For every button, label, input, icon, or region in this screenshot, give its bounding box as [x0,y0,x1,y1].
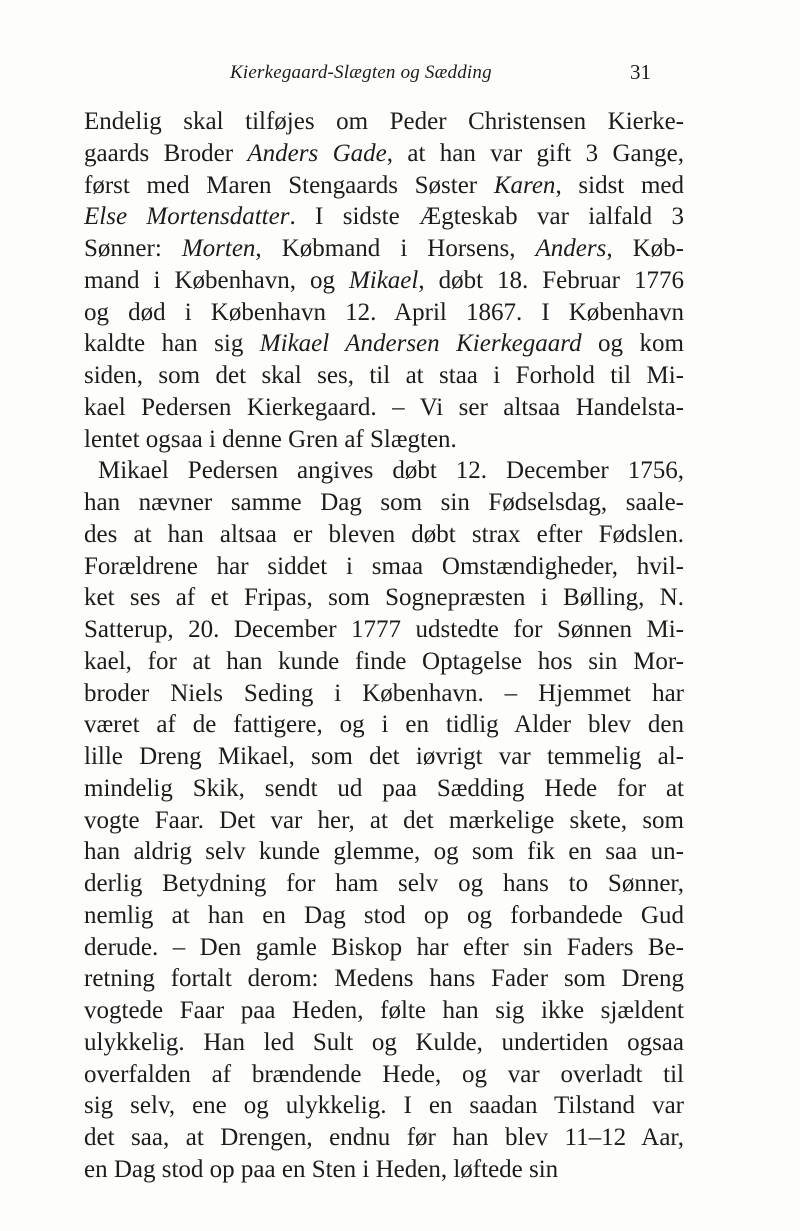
text-segment: , Køb- [606,235,684,262]
text-line [84,995,684,1027]
text-segment: siden, som det skal ses, til at staa i Forhold til Mi- [84,362,684,389]
text-segment: vogtede Faar paa Heden, følte han sig ikke sjældent [84,997,684,1024]
text-segment: retning fortalt derom: Medens hans Fader som Dreng [84,965,684,993]
text-line [84,678,684,710]
text-segment: han nævner samme Dag som sin Fødselsdag, saale- [84,489,684,516]
text-segment: ket ses af et Fripas, som Sognepræsten i Bølling, N. [84,584,684,612]
text-line [84,233,684,265]
text-line [84,868,684,900]
italic-name: Morten [181,235,256,262]
text-segment: kael, for at han kunde finde Optagelse hos sin Mor- [84,647,684,675]
text-segment: des at han altsaa er bleven døbt strax efter Fødslen. [84,520,684,548]
italic-name: Mikael Andersen Kierkegaard [259,330,582,358]
text-segment: gaards Broder [84,139,248,167]
text-line [84,455,684,487]
text-line [84,1154,684,1186]
text-segment: , Købmand i Horsens, [255,235,536,262]
text-line [84,805,684,837]
text-segment: været af de fattigere, og i en tidlig Alder blev den [84,711,684,739]
page-number: 31 [630,60,651,84]
text-line [84,1122,684,1154]
body-text [84,106,684,1186]
text-line [84,106,684,138]
text-line [84,1090,684,1122]
text-segment: lille Dreng Mikael, som det iøvrigt var temmelig al- [84,743,684,770]
text-line [84,328,684,360]
text-segment: Endelig skal tilføjes om Peder Christensen Kierke- [84,108,684,135]
text-line [84,741,684,773]
text-segment: kaldte han sig [84,330,260,358]
italic-name: Mikael [348,266,419,294]
text-segment: mand i København, og [84,266,349,294]
text-line [84,646,684,678]
text-line [84,265,684,297]
text-segment: derude. – Den gamle Biskop har efter sin Faders Be- [84,933,684,961]
text-line [84,487,684,519]
text-segment: Mikael Pedersen angives døbt 12. December 1756, [98,457,684,485]
text-segment: kael Pedersen Kierkegaard. – Vi ser altsaa Handelsta- [84,393,684,421]
text-line [84,138,684,170]
text-segment: , sidst med [555,171,684,199]
italic-name: Anders Gade [247,139,387,167]
text-line [84,297,684,329]
text-line [84,551,684,583]
text-segment: Sønner: [84,235,182,262]
text-segment: mindelig Skik, sendt ud paa Sædding Hede for at [84,774,684,802]
text-segment: vogte Faar. Det var her, at det mærkelige skete, som [84,806,684,834]
text-line [84,201,684,233]
text-segment: derlig Betydning for ham selv og hans to Sønner, [84,870,684,897]
text-line [84,614,684,646]
text-segment: og død i København 12. April 1867. I København [84,298,684,326]
italic-name: Anders [535,235,607,262]
text-segment: overfalden af brændende Hede, og var overladt til [84,1060,684,1088]
text-segment: først med Maren Stengaards Søster [84,171,494,199]
text-line [84,582,684,614]
italic-name: Else Mortensdatter [84,203,290,231]
italic-name: Karen [493,171,556,199]
text-line [84,1027,684,1059]
text-segment: en Dag stod op paa en Sten i Heden, løftede sin [84,1155,559,1183]
text-segment: Satterup, 20. December 1777 udstedte for Sønnen Mi- [84,616,684,643]
text-line [84,709,684,741]
text-line [84,1059,684,1091]
text-line [84,392,684,424]
text-line [84,963,684,995]
text-segment: , at han var gift 3 Gange, [386,139,684,167]
text-line [84,170,684,202]
text-segment: lentet ogsaa i denne Gren af Slægten. [84,425,457,453]
text-segment: sig selv, ene og ulykkelig. I en saadan Tilstand var [84,1092,684,1120]
text-segment: broder Niels Seding i København. – Hjemmet har [84,679,684,707]
text-line [84,773,684,805]
text-line [84,836,684,868]
text-segment: ulykkelig. Han led Sult og Kulde, undertiden ogsaa [84,1028,684,1056]
text-segment: Forældrene har siddet i smaa Omstændigheder, hvil- [84,552,684,580]
text-segment: . I sidste Ægteskab var ialfald 3 [289,203,684,231]
running-title: Kierkegaard-Slægten og Sædding [230,62,492,83]
text-line [84,900,684,932]
text-segment: , døbt 18. Februar 1776 [418,266,684,294]
text-segment: og kom [581,330,684,358]
text-segment: nemlig at han en Dag stod op og forbandede Gud [84,901,684,929]
text-segment: det saa, at Drengen, endnu før han blev 11–12 Aar, [84,1124,684,1151]
text-line [84,360,684,392]
text-line [84,519,684,551]
text-line [84,424,684,456]
text-segment: han aldrig selv kunde glemme, og som fik en saa un- [84,838,684,866]
text-line [84,932,684,964]
